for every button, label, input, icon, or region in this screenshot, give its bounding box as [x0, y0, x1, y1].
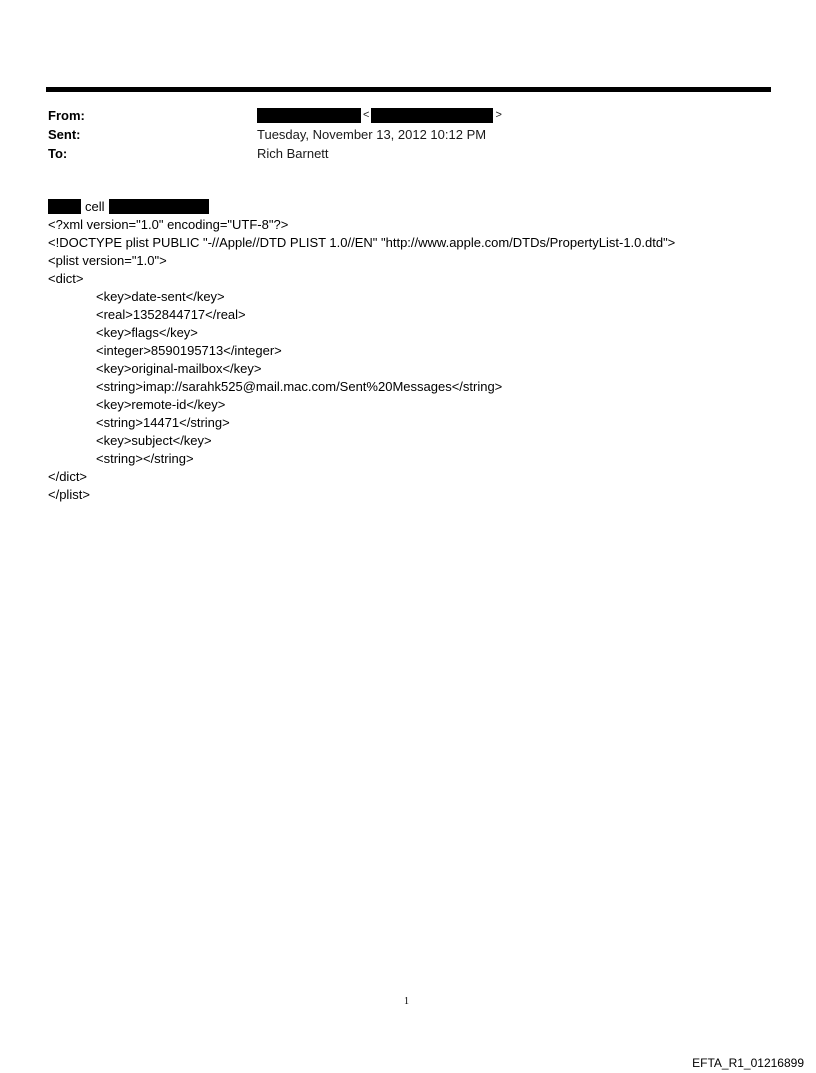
plist-entry-line: <key>original-mailbox</key> [96, 361, 262, 376]
redaction-block [371, 108, 493, 123]
plist-close-line: </plist> [48, 487, 90, 502]
to-label: To: [48, 146, 68, 161]
page-number: 1 [404, 996, 409, 1007]
dict-close-line: </dict> [48, 469, 88, 484]
plist-entry-line: <string>14471</string> [96, 415, 230, 430]
cell-text: cell [85, 199, 105, 214]
plist-entry-line: <key>subject</key> [96, 433, 212, 448]
plist-entry-line: <string></string> [96, 451, 194, 466]
plist-entry-line: <key>date-sent</key> [96, 289, 225, 304]
plist-entry-line: <key>flags</key> [96, 325, 198, 340]
redaction-block [48, 199, 81, 214]
xml-declaration-line: <?xml version="1.0" encoding="UTF-8"?> [48, 217, 289, 232]
plist-entry-line: <string>imap://sarahk525@mail.mac.com/Sent%20Messages</string> [96, 379, 503, 394]
from-value [257, 107, 504, 124]
redaction-block [109, 199, 209, 214]
redaction-block [257, 108, 361, 123]
dict-open-line: <dict> [48, 271, 84, 286]
header-rule [46, 87, 771, 92]
plist-entry-line: <key>remote-id</key> [96, 397, 226, 412]
doctype-line: <!DOCTYPE plist PUBLIC "-//Apple//DTD PLIST 1.0//EN" "http://www.apple.com/DTDs/PropertyList-1.0.dtd"> [48, 235, 676, 250]
plist-entry-line: <real>1352844717</real> [96, 307, 246, 322]
cell-line [48, 198, 209, 215]
email-close-bracket: > [495, 109, 502, 121]
to-value: Rich Barnett [257, 146, 329, 161]
email-open-bracket: < [363, 109, 370, 121]
document-id: EFTA_R1_01216899 [692, 1056, 804, 1070]
plist-open-line: <plist version="1.0"> [48, 253, 167, 268]
plist-entry-line: <integer>8590195713</integer> [96, 343, 282, 358]
from-label: From: [48, 108, 85, 123]
sent-label: Sent: [48, 127, 81, 142]
sent-value: Tuesday, November 13, 2012 10:12 PM [257, 127, 487, 142]
